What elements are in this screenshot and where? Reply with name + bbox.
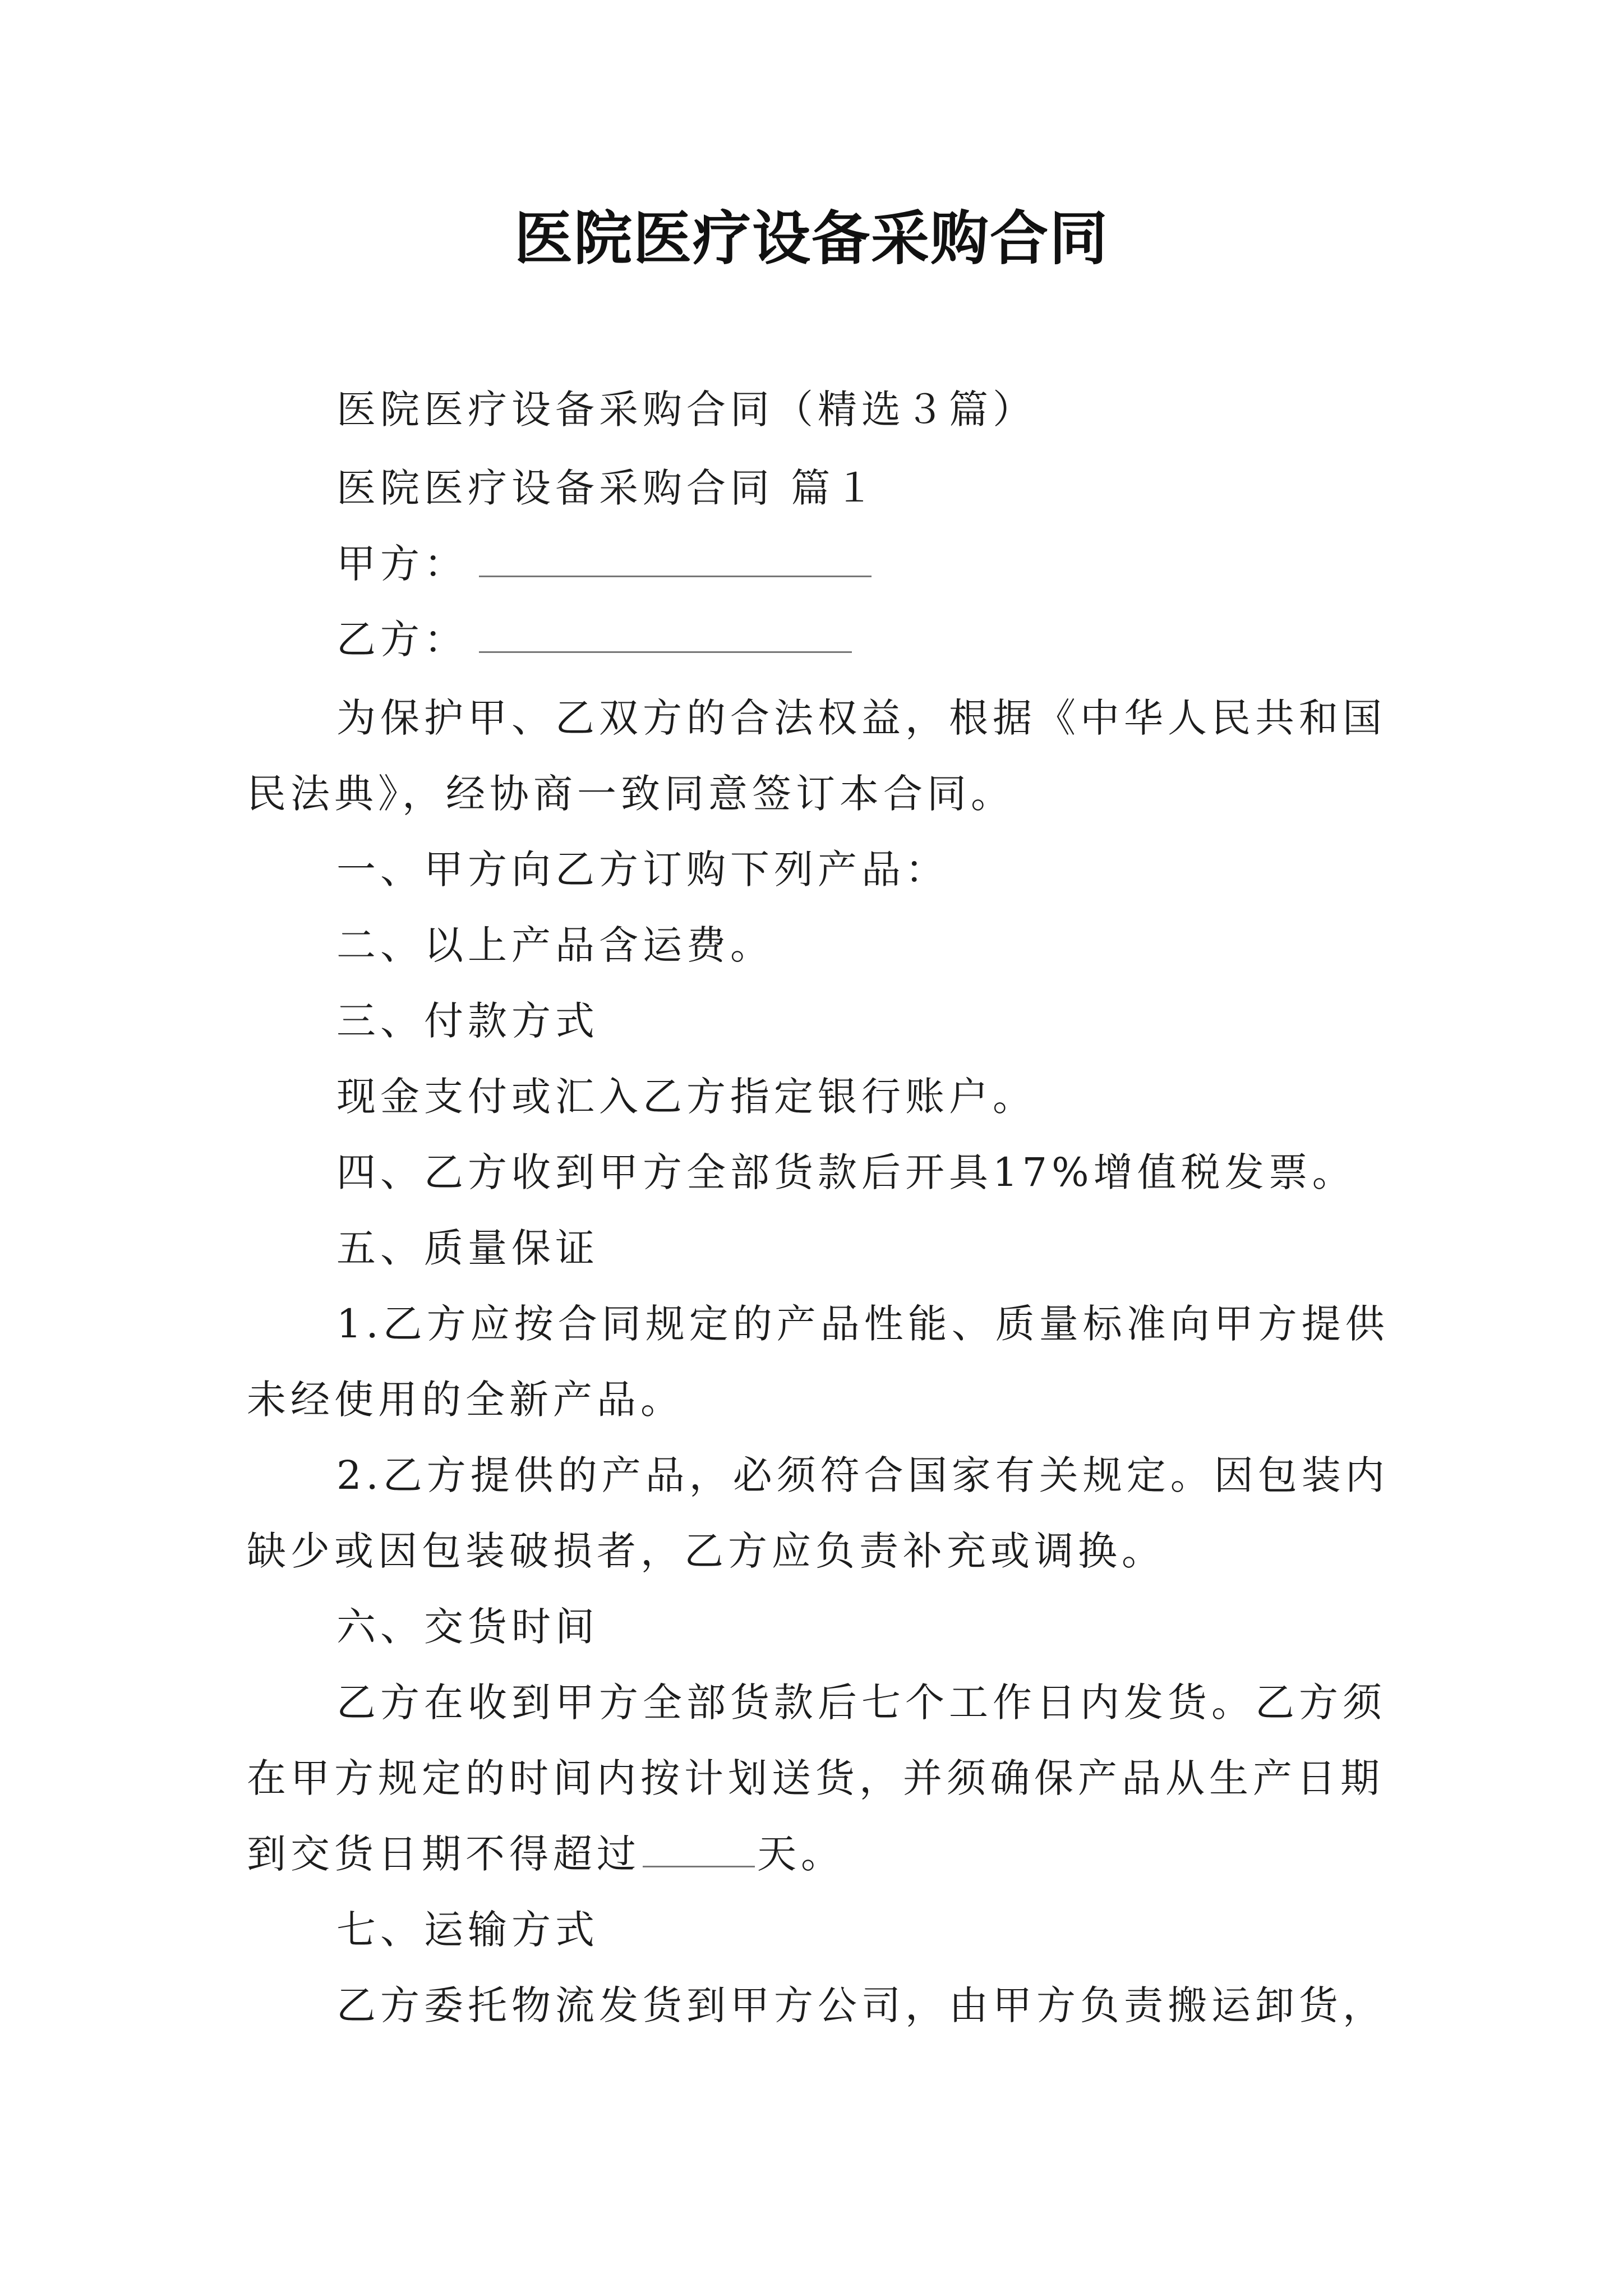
party-b-line bbox=[336, 614, 852, 665]
clause-6-line1: 乙方在收到甲方全部货款后七个工作日内发货。乙方须 bbox=[336, 1680, 1386, 1726]
days-blank bbox=[643, 1831, 755, 1867]
clause-3-heading: 三、付款方式 bbox=[336, 998, 599, 1044]
document-title: 医院医疗设备采购合同 bbox=[514, 204, 1109, 273]
document-subtitle: 医院医疗设备采购合同（精选３篇） bbox=[336, 386, 1036, 432]
clause-6-line3 bbox=[247, 1829, 845, 1879]
clause-6-line2: 在甲方规定的时间内按计划送货，并须确保产品从生产日期 bbox=[247, 1755, 1384, 1801]
clause-5-heading: 五、质量保证 bbox=[336, 1225, 599, 1271]
party-b-label: 乙方： bbox=[336, 616, 468, 662]
clause-5-item-1-line1: 1.乙方应按合同规定的产品性能、质量标准向甲方提供 bbox=[336, 1301, 1389, 1347]
clause-6-line3-before: 到交货日期不得超过 bbox=[247, 1831, 640, 1877]
clause-5-item-1-line2: 未经使用的全新产品。 bbox=[247, 1377, 684, 1423]
party-a-line bbox=[336, 539, 872, 589]
clause-1: 一、甲方向乙方订购下列产品： bbox=[336, 846, 949, 892]
clause-2: 二、以上产品含运费。 bbox=[336, 922, 774, 968]
clause-6-heading: 六、交货时间 bbox=[336, 1604, 599, 1650]
party-a-blank bbox=[479, 541, 872, 577]
clause-5-item-2-line1: 2.乙方提供的产品，必须符合国家有关规定。因包装内 bbox=[336, 1452, 1389, 1498]
intro-paragraph-line2: 民法典》，经协商一致同意签订本合同。 bbox=[247, 771, 1015, 817]
clause-4: 四、乙方收到甲方全部货款后开具17%增值税发票。 bbox=[336, 1149, 1356, 1195]
clause-3-body: 现金支付或汇入乙方指定银行账户。 bbox=[336, 1074, 1036, 1120]
intro-paragraph-line1: 为保护甲、乙双方的合法权益，根据《中华人民共和国 bbox=[336, 695, 1386, 741]
part-heading: 医院医疗设备采购合同 篇１ bbox=[336, 465, 879, 511]
clause-5-item-2-line2: 缺少或因包装破损者，乙方应负责补充或调换。 bbox=[247, 1528, 1165, 1574]
party-b-blank bbox=[479, 616, 852, 653]
clause-7-line1: 乙方委托物流发货到甲方公司，由甲方负责搬运卸货， bbox=[336, 1982, 1386, 2028]
clause-6-line3-after: 天。 bbox=[757, 1831, 845, 1877]
party-a-label: 甲方： bbox=[336, 541, 468, 587]
clause-7-heading: 七、运输方式 bbox=[336, 1907, 599, 1953]
